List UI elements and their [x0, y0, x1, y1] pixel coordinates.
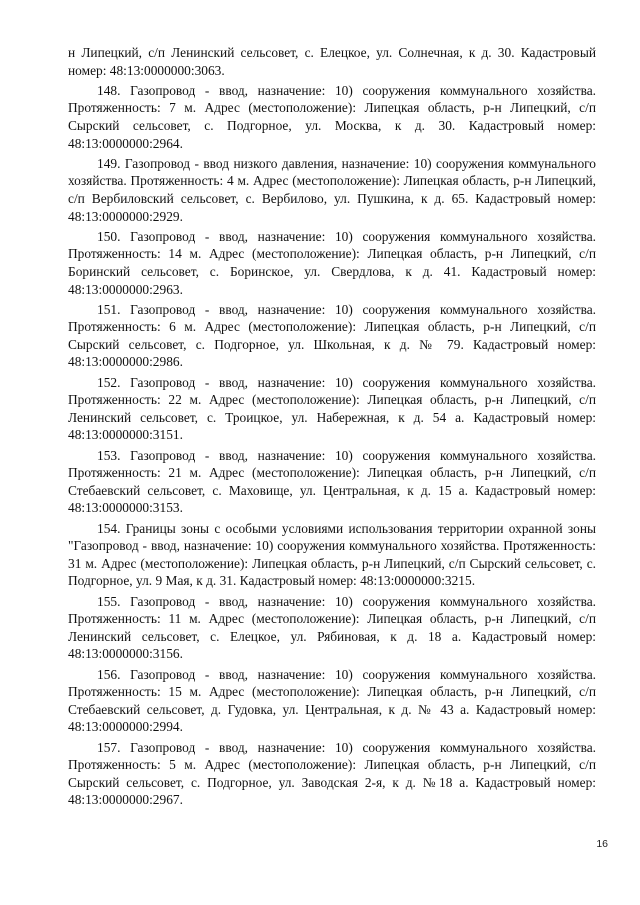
item-number: 154. [97, 520, 121, 536]
item-text: Газопровод - ввод, назначение: 10) сооружения коммунального хозяйства. Протяженность: 6 м. Адрес (местоположение): Липецкая область, р-н Липецкий, с/п Сырский сельсовет, с. Подгорное, ул. Школьная, к д. № 79. Кадастровый номер: 48:13:0000000:2986. [68, 301, 596, 370]
item-number: 150. [97, 228, 121, 244]
item-text: Газопровод - ввод, назначение: 10) сооружения коммунального хозяйства. Протяженность: 14 м. Адрес (местоположение): Липецкая область, р-н Липецкий, с/п Боринский сельсовет, с. Боринское, ул. Свердлова, к д. 41. Кадастровый номер: 48:13:0000000:2963. [68, 228, 596, 297]
list-item [68, 82, 596, 152]
list-item [68, 447, 596, 517]
item-number: 148. [97, 82, 121, 98]
item-text: Газопровод - ввод, назначение: 10) сооружения коммунального хозяйства. Протяженность: 21 м. Адрес (местоположение): Липецкая область, р-н Липецкий, с/п Стебаевский сельсовет, с. Маховище, ул. Центральная, к д. 15 а. Кадастровый номер: 48:13:0000000:3153. [68, 447, 596, 516]
item-text: Газопровод - ввод, назначение: 10) сооружения коммунального хозяйства. Протяженность: 7 м. Адрес (местоположение): Липецкая область, р-н Липецкий, с/п Сырский сельсовет, с. Подгорное, ул. Москва, к д. 30. Кадастровый номер: 48:13:0000000:2964. [68, 82, 596, 151]
list-item [68, 666, 596, 736]
item-number: 157. [97, 739, 121, 755]
list-item [68, 155, 596, 225]
list-item [68, 739, 596, 809]
item-number: 156. [97, 666, 121, 682]
list-item [68, 301, 596, 371]
list-item [68, 374, 596, 444]
item-text: Газопровод - ввод, назначение: 10) сооружения коммунального хозяйства. Протяженность: 5 м. Адрес (местоположение): Липецкая область, р-н Липецкий, с/п Сырский сельсовет, с. Подгорное, ул. Заводская 2-я, к д. №18 а. Кадастровый номер: 48:13:0000000:2967. [68, 739, 596, 808]
continuation-paragraph: н Липецкий, с/п Ленинский сельсовет, с. Елецкое, ул. Солнечная, к д. 30. Кадастровый номер: 48:13:0000000:3063. [68, 45, 596, 78]
item-text: Газопровод - ввод, назначение: 10) сооружения коммунального хозяйства. Протяженность: 15 м. Адрес (местоположение): Липецкая область, р-н Липецкий, с/п Стебаевский сельсовет, д. Гудовка, ул. Центральная, к д. № 43 а. Кадастровый номер: 48:13:0000000:2994. [68, 666, 596, 735]
item-number: 149. [97, 155, 121, 171]
list-item [68, 520, 596, 590]
list-item [68, 228, 596, 298]
item-number: 155. [97, 593, 121, 609]
list-item [68, 593, 596, 663]
item-number: 151. [97, 301, 121, 317]
document-body [68, 44, 596, 811]
page-number: 16 [596, 838, 608, 850]
item-number: 152. [97, 374, 121, 390]
item-text: Газопровод - ввод, назначение: 10) сооружения коммунального хозяйства. Протяженность: 22 м. Адрес (местоположение): Липецкая область, р-н Липецкий, с/п Ленинский сельсовет, с. Троицкое, ул. Набережная, к д. 54 а. Кадастровый номер: 48:13:0000000:3151. [68, 374, 596, 443]
item-text: Границы зоны с особыми условиями использования территории охранной зоны "Газопровод - ввод, назначение: 10) сооружения коммунального хозяйства. Протяженность: 31 м. Адрес (местоположение): Липецкая область, р-н Липецкий, с/п Сырский сельсовет, с. Подгорное, ул. 9 Мая, к д. 31. Кадастровый номер: 48:13:0000000:3215. [68, 520, 596, 589]
item-text: Газопровод - ввод, назначение: 10) сооружения коммунального хозяйства. Протяженность: 11 м. Адрес (местоположение): Липецкая область, р-н Липецкий, с/п Ленинский сельсовет, с. Елецкое, ул. Рябиновая, к д. 18 а. Кадастровый номер: 48:13:0000000:3156. [68, 593, 596, 662]
item-number: 153. [97, 447, 121, 463]
item-text: Газопровод - ввод низкого давления, назначение: 10) сооружения коммунального хозяйства. Протяженность: 4 м. Адрес (местоположение): Липецкая область, р-н Липецкий, с/п Вербиловский сельсовет, с. Вербилово, ул. Пушкина, к д. 65. Кадастровый номер: 48:13:0000000:2929. [68, 155, 596, 224]
